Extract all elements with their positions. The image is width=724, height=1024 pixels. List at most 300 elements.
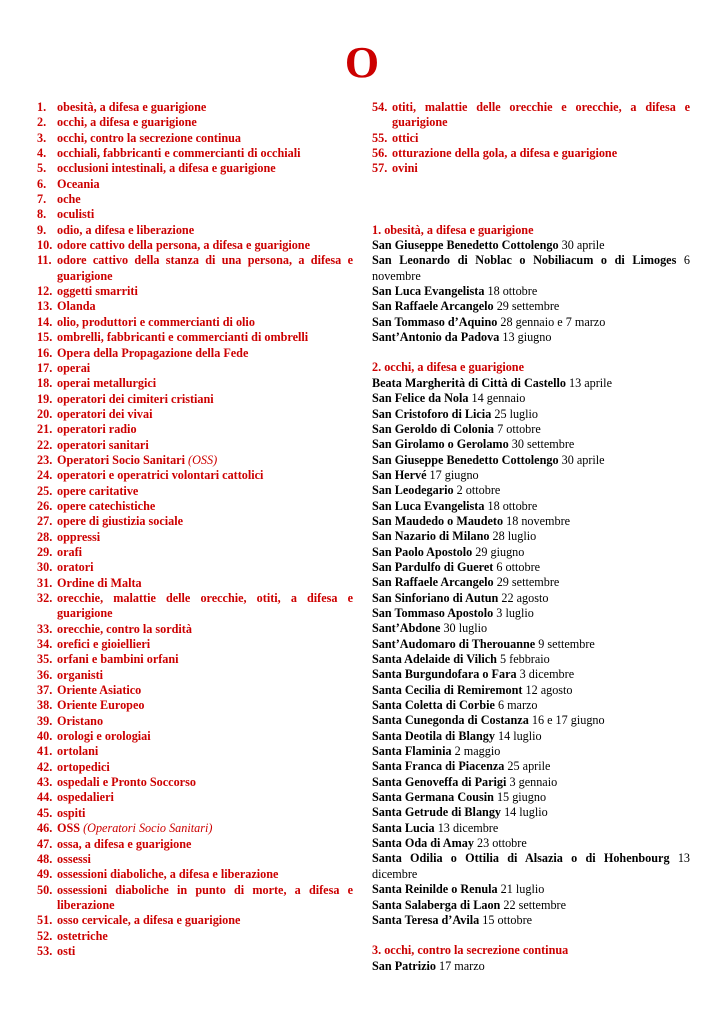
topic-label: otiti, malattie delle orecchie e orecchie, a difesa e guarigione (392, 100, 690, 130)
saint-name: San Patrizio (372, 958, 436, 973)
topic-label: Oriente Asiatico (57, 683, 142, 698)
saint-entry (372, 483, 690, 498)
topic-label: orologi e orologiai (57, 729, 151, 744)
topic-note: (Operatori Socio Sanitari) (83, 821, 213, 836)
topic-number: 41. (37, 744, 53, 759)
topic-label: OSS (57, 821, 81, 836)
saint-name: San Hervé (372, 467, 427, 482)
feast-date: 17 giugno (429, 467, 479, 482)
topic-item (37, 361, 353, 376)
saint-sections (372, 223, 690, 974)
topic-item (37, 837, 353, 852)
saint-entry (372, 698, 690, 713)
topic-number: 17. (37, 360, 53, 375)
topic-label: occhi, a difesa e guarigione (57, 115, 197, 130)
saint-entry (372, 744, 690, 759)
topic-item (37, 668, 353, 683)
topic-item (37, 775, 353, 790)
saint-entry (372, 437, 690, 452)
topic-label: operatori radio (57, 422, 137, 437)
topic-item (37, 207, 353, 222)
topic-number: 33. (37, 621, 53, 636)
topic-item (37, 729, 353, 744)
topic-item (37, 806, 353, 821)
saint-name: Santa Oda di Amay (372, 836, 474, 851)
topic-number: 19. (37, 391, 53, 406)
saint-name: San Leonardo di Noblac o Nobiliacum o di Limoges (372, 253, 677, 268)
topic-label: orfani e bambini orfani (57, 652, 179, 667)
feast-date: 2 ottobre (456, 483, 501, 498)
saint-name: San Pardulfo di Gueret (372, 559, 494, 574)
topic-label: opere caritative (57, 483, 139, 498)
saint-entry (372, 376, 690, 391)
topic-label: ovini (392, 161, 418, 176)
topic-item (37, 453, 353, 468)
saint-entry (372, 882, 690, 897)
topic-label: obesità, a difesa e guarigione (57, 100, 207, 114)
topic-number: 35. (37, 652, 53, 667)
right-column (372, 100, 690, 989)
topic-number: 8. (37, 207, 47, 222)
saint-name: Santa Flaminia (372, 744, 452, 759)
topic-label: ospedalieri (57, 790, 114, 805)
topic-number: 30. (37, 560, 53, 575)
topic-number: 1. (37, 100, 47, 114)
saint-section (372, 943, 690, 974)
topic-label: occhi, contro la secrezione continua (57, 130, 242, 145)
topic-item (37, 115, 353, 130)
feast-date: 29 settembre (496, 299, 560, 314)
saint-entry (372, 790, 690, 805)
feast-date: 30 aprile (561, 452, 605, 467)
feast-date: 16 e 17 giugno (531, 713, 605, 728)
feast-date: 28 luglio (492, 529, 537, 544)
saint-entry (372, 453, 690, 468)
topic-item (37, 468, 353, 483)
topic-label: ostetriche (57, 928, 108, 943)
topic-label: ombrelli, fabbricanti e commercianti di ombrelli (57, 330, 309, 345)
saint-name: Santa Lucia (372, 820, 435, 835)
topic-number: 36. (37, 667, 53, 682)
topic-number: 24. (37, 468, 53, 483)
saint-name: San Luca Evangelista (372, 498, 485, 513)
topic-number: 49. (37, 867, 53, 882)
topic-label: ortopedici (57, 759, 110, 774)
topic-number: 7. (37, 192, 47, 207)
topic-number: 38. (37, 698, 53, 713)
topic-number: 47. (37, 836, 53, 851)
saint-name: San Tommaso d’Aquino (372, 314, 498, 329)
topic-item (37, 744, 353, 759)
saint-section (372, 223, 690, 346)
topic-label: ossessioni diaboliche, a difesa e liberazione (57, 867, 279, 882)
topic-item (37, 560, 353, 575)
topic-label: Oriente Europeo (57, 698, 145, 713)
topic-number: 21. (37, 422, 53, 437)
topic-label: Ordine di Malta (57, 575, 142, 590)
saint-name: Santa Cecilia di Remiremont (372, 682, 523, 697)
topic-number: 44. (37, 790, 53, 805)
feast-date: 29 settembre (496, 575, 560, 590)
topic-label: orafi (57, 544, 83, 559)
feast-date: 17 marzo (439, 958, 485, 973)
saint-entry (372, 606, 690, 621)
saint-entry (372, 898, 690, 913)
feast-date: 13 giugno (502, 330, 552, 345)
topic-item (37, 299, 353, 314)
topic-number: 45. (37, 805, 53, 820)
saint-entry (372, 284, 690, 299)
saint-name: San Giuseppe Benedetto Cottolengo (372, 238, 559, 253)
feast-date: 13 dicembre (437, 820, 499, 835)
saint-name: Santa Franca di Piacenza (372, 759, 505, 774)
topic-label: oche (57, 192, 81, 207)
topic-label: otturazione della gola, a difesa e guarigione (392, 146, 618, 161)
topic-label: ossessi (57, 851, 91, 866)
topic-label: opere catechistiche (57, 498, 156, 513)
saint-entry (372, 821, 690, 836)
topic-item (37, 161, 353, 176)
saint-name: San Giuseppe Benedetto Cottolengo (372, 452, 559, 467)
feast-date: 14 gennaio (471, 391, 526, 406)
saint-name: Santa Reinilde o Renula (372, 882, 498, 897)
topic-number: 3. (37, 130, 47, 145)
topic-number: 18. (37, 376, 53, 391)
topic-number: 57. (372, 161, 388, 176)
topic-number: 14. (37, 314, 53, 329)
saint-entry (372, 330, 690, 345)
topic-item (37, 760, 353, 775)
feast-date: 30 luglio (443, 621, 488, 636)
saint-name: Santa Teresa d’Avila (372, 912, 480, 927)
topic-item (372, 131, 690, 146)
topic-label: occhiali, fabbricanti e commercianti di occhiali (57, 146, 301, 161)
saint-entry (372, 729, 690, 744)
feast-date: 6 marzo (497, 698, 538, 713)
topic-item (372, 100, 690, 131)
topic-number: 11. (37, 253, 52, 268)
topic-label: occlusioni intestinali, a difesa e guarigione (57, 161, 276, 176)
saint-entry (372, 836, 690, 851)
saint-entry (372, 560, 690, 575)
topic-label: organisti (57, 667, 104, 682)
topic-label: olio, produttori e commercianti di olio (57, 314, 255, 329)
saint-name: Sant’Audomaro di Therouanne (372, 636, 536, 651)
topic-item (37, 100, 353, 115)
feast-date: 22 settembre (503, 897, 567, 912)
topic-item (37, 637, 353, 652)
topic-number: 28. (37, 529, 53, 544)
topic-number: 27. (37, 514, 53, 529)
topic-number: 12. (37, 284, 53, 299)
topic-label: oculisti (57, 207, 95, 222)
topic-item (37, 223, 353, 238)
topic-label: orefici e gioiellieri (57, 637, 151, 652)
topic-item (37, 284, 353, 299)
saint-section (372, 360, 690, 928)
feast-date: 5 febbraio (500, 652, 550, 666)
saint-entry (372, 652, 690, 667)
topic-item (37, 944, 353, 959)
feast-date: 14 luglio (504, 805, 548, 820)
feast-date: 14 luglio (497, 728, 542, 743)
topic-item (37, 883, 353, 914)
topic-item (37, 315, 353, 330)
saint-entry (372, 713, 690, 728)
topic-item (372, 146, 690, 161)
saint-entry (372, 759, 690, 774)
topic-number: 52. (37, 928, 53, 943)
topic-item (37, 499, 353, 514)
saint-name: Santa Burgundofara o Fara (372, 667, 517, 682)
topic-label: opere di giustizia sociale (57, 514, 184, 529)
saint-name: San Maudedo o Maudeto (372, 513, 504, 528)
topic-number: 9. (37, 222, 47, 237)
topic-item (37, 790, 353, 805)
saint-entry (372, 391, 690, 406)
topic-label: ospedali e Pronto Soccorso (57, 775, 196, 790)
topic-number: 53. (37, 943, 53, 958)
topic-number: 46. (37, 821, 53, 836)
topic-number: 31. (37, 575, 53, 590)
saint-entry (372, 529, 690, 544)
topic-label: osso cervicale, a difesa e guarigione (57, 913, 241, 928)
saint-name: San Girolamo o Gerolamo (372, 437, 509, 452)
feast-date: 6 ottobre (496, 559, 541, 574)
left-column (37, 100, 353, 959)
saint-entry (372, 238, 690, 253)
saint-entry (372, 683, 690, 698)
saint-entry (372, 575, 690, 590)
topic-item (37, 576, 353, 591)
topic-item (37, 622, 353, 637)
saint-name: Santa Salaberga di Laon (372, 897, 501, 912)
topic-item (37, 929, 353, 944)
topic-item (37, 514, 353, 529)
saint-entry (372, 545, 690, 560)
saint-entry (372, 253, 690, 284)
topic-label: orecchie, malattie delle orecchie, otiti, a difesa e guarigione (57, 591, 353, 621)
topic-number: 29. (37, 544, 53, 559)
topic-item (37, 484, 353, 499)
section-heading: 2. occhi, a difesa e guarigione (372, 360, 524, 375)
saint-name: Santa Cunegonda di Costanza (372, 713, 529, 728)
saint-entry (372, 959, 690, 974)
topic-item (37, 821, 353, 836)
topic-label: orecchie, contro la sordità (57, 621, 192, 636)
topic-item (37, 146, 353, 161)
topic-item (37, 422, 353, 437)
saint-entry (372, 667, 690, 682)
topic-item (37, 131, 353, 146)
feast-date: 23 ottobre (476, 836, 527, 851)
topic-item (37, 683, 353, 698)
topic-number: 13. (37, 299, 53, 314)
topic-index-list (37, 100, 353, 959)
saint-name: Santa Deotila di Blangy (372, 728, 495, 743)
spacer (372, 177, 690, 223)
feast-date: 30 aprile (561, 238, 605, 253)
topic-label: ospiti (57, 805, 86, 820)
topic-item (37, 438, 353, 453)
topic-number: 23. (37, 452, 53, 467)
feast-date: 3 gennaio (509, 774, 558, 789)
saint-name: San Tommaso Apostolo (372, 605, 494, 620)
feast-date: 15 giugno (496, 790, 547, 805)
saint-entry (372, 775, 690, 790)
saint-name: San Raffaele Arcangelo (372, 575, 494, 590)
topic-number: 20. (37, 406, 53, 421)
saint-name: Santa Adelaide di Vilich (372, 652, 497, 666)
topic-number: 37. (37, 683, 53, 698)
topic-label: odio, a difesa e liberazione (57, 222, 195, 237)
topic-label: Oceania (57, 176, 100, 191)
topic-label: Oristano (57, 713, 104, 728)
topic-label: operatori dei cimiteri cristiani (57, 391, 214, 406)
section-heading: 1. obesità, a difesa e guarigione (372, 222, 534, 237)
saint-entry (372, 299, 690, 314)
topic-number: 54. (372, 100, 388, 114)
topic-number: 42. (37, 759, 53, 774)
feast-date: 18 ottobre (487, 284, 538, 299)
topic-item (372, 161, 690, 176)
topic-item (37, 867, 353, 882)
topic-item (37, 330, 353, 345)
saint-entry (372, 637, 690, 652)
topic-number: 55. (372, 130, 388, 145)
feast-date: 28 gennaio e 7 marzo (500, 314, 606, 329)
topic-number: 40. (37, 729, 53, 744)
topic-number: 10. (37, 238, 53, 253)
feast-date: 22 agosto (501, 590, 549, 605)
saint-name: San Sinforiano di Autun (372, 590, 499, 605)
topic-item (37, 652, 353, 667)
feast-date: 18 novembre (506, 513, 571, 528)
topic-label: Opera della Propagazione della Fede (57, 345, 249, 360)
topic-item (37, 913, 353, 928)
saint-name: San Nazario di Milano (372, 529, 490, 544)
topic-label: ottici (392, 130, 419, 145)
feast-date: 30 settembre (511, 437, 575, 452)
topic-label: operatori dei vivai (57, 406, 153, 421)
topic-item (37, 714, 353, 729)
saint-name: Sant’Abdone (372, 621, 441, 636)
topic-label: oratori (57, 560, 94, 575)
feast-date: 12 agosto (525, 682, 573, 697)
topic-number: 15. (37, 330, 53, 345)
saint-entry (372, 913, 690, 928)
topic-index-list-continued (372, 100, 690, 177)
saint-entry (372, 851, 690, 882)
saint-name: Beata Margherità di Città di Castello (372, 375, 566, 390)
feast-date: 13 dicembre (372, 851, 690, 881)
saint-entry (372, 407, 690, 422)
feast-date: 18 ottobre (487, 498, 538, 513)
topic-label: Olanda (57, 299, 96, 314)
topic-label: ortolani (57, 744, 99, 759)
topic-item (37, 698, 353, 713)
topic-item (37, 545, 353, 560)
topic-item (37, 346, 353, 361)
topic-label: operai metallurgici (57, 376, 157, 391)
topic-label: ossa, a difesa e guarigione (57, 836, 192, 851)
topic-label: operai (57, 360, 91, 375)
topic-label: operatori e operatrici volontari cattolici (57, 468, 264, 483)
saint-name: Santa Getrude di Blangy (372, 805, 502, 820)
topic-number: 56. (372, 146, 388, 161)
saint-name: San Geroldo di Colonia (372, 421, 495, 436)
topic-number: 5. (37, 161, 47, 176)
topic-label: osti (57, 943, 76, 958)
feast-date: 2 maggio (454, 744, 501, 759)
topic-item (37, 407, 353, 422)
topic-number: 25. (37, 483, 53, 498)
saint-name: San Felice da Nola (372, 391, 469, 406)
feast-date: 9 settembre (538, 636, 595, 651)
feast-date: 21 luglio (500, 882, 545, 897)
feast-date: 25 aprile (507, 759, 551, 774)
saint-name: Santa Odilia o Ottilia di Alsazia o di Hohenbourg (372, 851, 670, 866)
topic-item (37, 376, 353, 391)
topic-item (37, 238, 353, 253)
topic-label: oppressi (57, 529, 101, 544)
topic-label: oggetti smarriti (57, 284, 138, 299)
saint-entry (372, 805, 690, 820)
topic-number: 50. (37, 882, 53, 897)
topic-number: 4. (37, 146, 47, 161)
feast-date: 29 giugno (475, 544, 525, 559)
topic-number: 32. (37, 591, 53, 605)
saint-entry (372, 422, 690, 437)
topic-item (37, 392, 353, 407)
topic-item (37, 530, 353, 545)
saint-name: San Paolo Apostolo (372, 544, 473, 559)
feast-date: 15 ottobre (482, 912, 533, 927)
topic-label: odore cattivo della persona, a difesa e guarigione (57, 238, 310, 253)
feast-date: 6 novembre (372, 253, 690, 283)
topic-number: 51. (37, 913, 53, 928)
topic-number: 2. (37, 115, 47, 130)
topic-number: 34. (37, 637, 53, 652)
section-heading: 3. occhi, contro la secrezione continua (372, 943, 569, 958)
feast-date: 3 luglio (496, 605, 534, 620)
topic-item (37, 253, 353, 284)
topic-number: 22. (37, 437, 53, 452)
topic-item (37, 177, 353, 192)
saint-entry (372, 499, 690, 514)
topic-item (37, 192, 353, 207)
saint-entry (372, 468, 690, 483)
saint-entry (372, 591, 690, 606)
topic-number: 26. (37, 498, 53, 513)
topic-note: (OSS) (188, 452, 218, 467)
saint-entry (372, 315, 690, 330)
topic-number: 43. (37, 775, 53, 790)
topic-item (37, 852, 353, 867)
saint-entry (372, 514, 690, 529)
page-letter-heading: O (344, 38, 380, 87)
topic-label: operatori sanitari (57, 437, 149, 452)
topic-number: 6. (37, 176, 47, 191)
saint-name: Santa Germana Cousin (372, 790, 494, 805)
topic-label: odore cattivo della stanza di una persona, a difesa e guarigione (57, 253, 353, 283)
saint-name: San Cristoforo di Licia (372, 406, 492, 421)
feast-date: 25 luglio (494, 406, 539, 421)
saint-entry (372, 621, 690, 636)
saint-name: Santa Coletta di Corbie (372, 698, 495, 713)
topic-label: ossessioni diaboliche in punto di morte, a difesa e liberazione (57, 882, 353, 912)
saint-name: San Luca Evangelista (372, 284, 485, 299)
